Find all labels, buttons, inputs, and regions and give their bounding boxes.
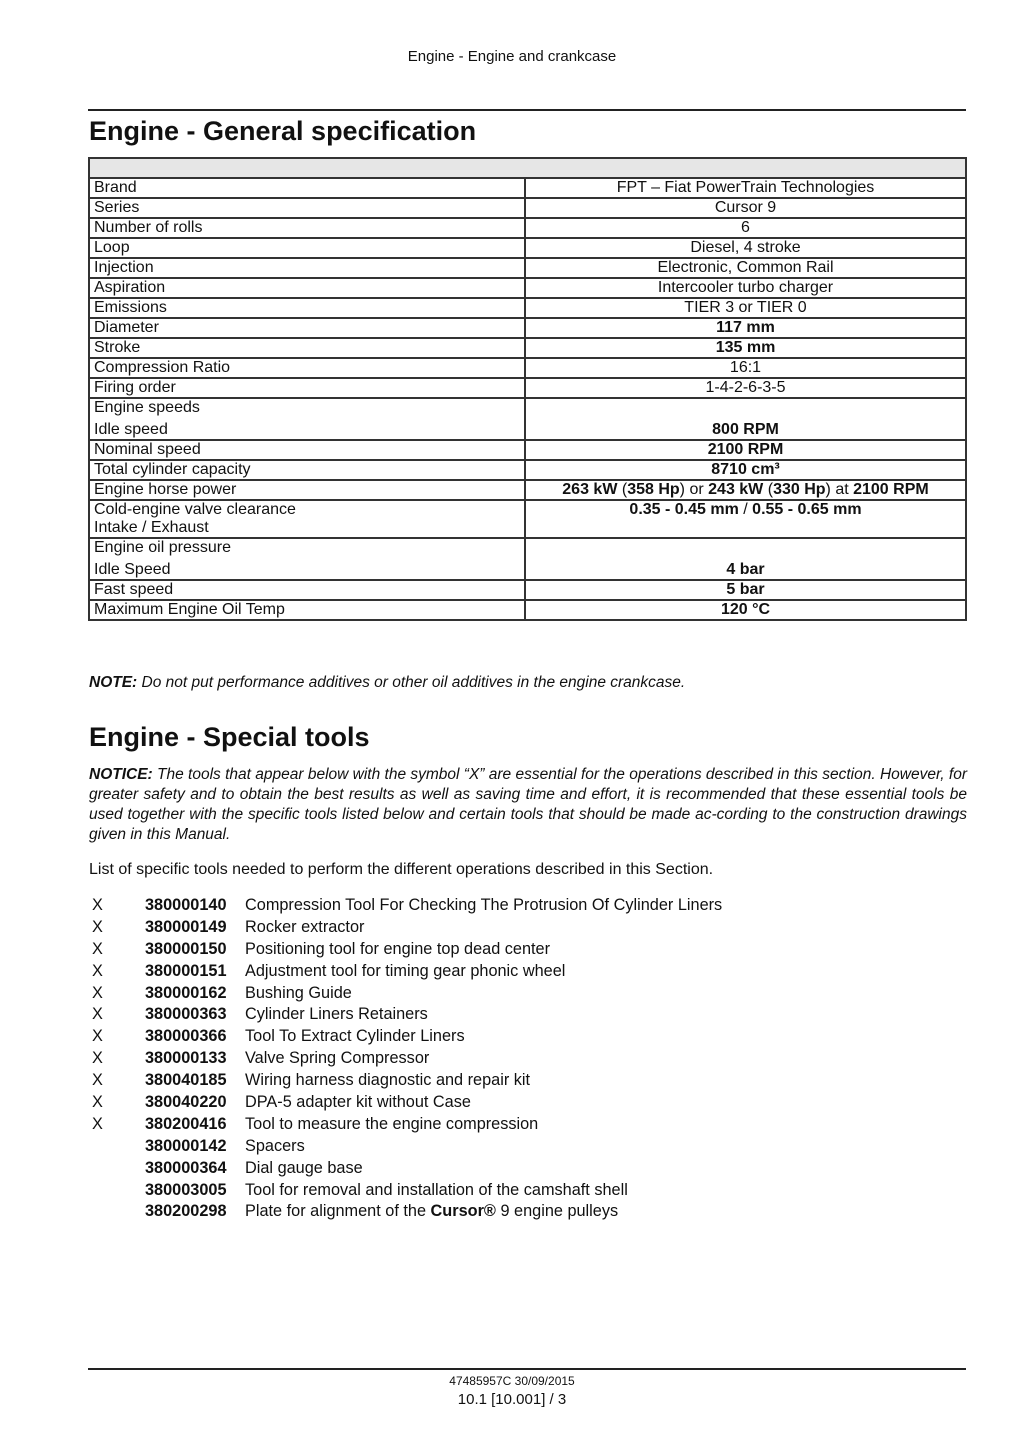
essential-mark: X bbox=[92, 1071, 103, 1090]
spec-table bbox=[88, 157, 967, 621]
running-head: Engine - Engine and crankcase bbox=[407, 48, 617, 65]
nominal-speed-label: Nominal speed bbox=[89, 440, 525, 460]
essential-mark: X bbox=[92, 917, 103, 936]
valve-label-cell bbox=[89, 500, 525, 538]
hp-or: or bbox=[689, 481, 704, 498]
essential-mark: X bbox=[92, 1114, 103, 1133]
spec-note bbox=[89, 673, 967, 693]
table-row bbox=[89, 198, 966, 218]
tool-desc bbox=[245, 1201, 618, 1223]
hp-kw2: 243 kW bbox=[708, 481, 764, 498]
table-row bbox=[89, 600, 966, 620]
compression-value: 16:1 bbox=[525, 358, 966, 378]
tool-code: 380000140 bbox=[145, 896, 227, 914]
essential-mark: X bbox=[92, 1005, 103, 1024]
spec-table-header bbox=[89, 158, 966, 178]
hp-hp1: 358 Hp bbox=[627, 481, 680, 498]
footer-doc-code: 47485957C 30/09/2015 bbox=[449, 1374, 575, 1388]
tools-list bbox=[89, 895, 722, 1223]
essential-mark: X bbox=[92, 983, 103, 1002]
oil-idle-label: Idle Speed bbox=[94, 561, 171, 578]
tool-desc: Dial gauge base bbox=[245, 1158, 363, 1177]
speeds-label-cell bbox=[89, 398, 525, 440]
essential-mark: X bbox=[92, 939, 103, 958]
table-row bbox=[89, 358, 966, 378]
loop-value: Diesel, 4 stroke bbox=[525, 238, 966, 258]
tools-intro: List of specific tools needed to perform the different operations described in this Section. bbox=[89, 861, 714, 878]
tool-desc: Tool To Extract Cylinder Liners bbox=[245, 1027, 465, 1046]
tool-code: 380200298 bbox=[145, 1202, 227, 1221]
aspiration-label: Aspiration bbox=[89, 278, 525, 298]
tool-code: 380000363 bbox=[145, 1005, 227, 1024]
list-item bbox=[89, 895, 722, 917]
compression-label: Compression Ratio bbox=[89, 358, 525, 378]
capacity-label: Total cylinder capacity bbox=[89, 460, 525, 480]
oil-temp-label: Maximum Engine Oil Temp bbox=[89, 600, 525, 620]
essential-mark: X bbox=[92, 896, 103, 914]
tool-code: 380003005 bbox=[145, 1180, 227, 1199]
tool-code: 380040185 bbox=[145, 1071, 227, 1090]
valve-sublabel: Intake / Exhaust bbox=[94, 519, 209, 536]
table-row bbox=[89, 258, 966, 278]
hp-hp2: 330 Hp bbox=[773, 481, 826, 498]
emissions-value: TIER 3 or TIER 0 bbox=[525, 298, 966, 318]
list-item bbox=[89, 1004, 722, 1026]
list-item bbox=[89, 1026, 722, 1048]
tool-code: 380000366 bbox=[145, 1027, 227, 1046]
tool-desc: DPA-5 adapter kit without Case bbox=[245, 1093, 471, 1112]
tool-desc: Wiring harness diagnostic and repair kit bbox=[245, 1071, 531, 1090]
horsepower-value: 263 kW (358 Hp) or 243 kW (330 Hp) at 2100 RPM bbox=[525, 480, 966, 500]
table-row bbox=[89, 318, 966, 338]
list-item bbox=[89, 961, 722, 983]
rolls-label: Number of rolls bbox=[89, 218, 525, 238]
notice-label: NOTICE: bbox=[89, 766, 153, 783]
table-row bbox=[89, 278, 966, 298]
tool-desc-post: 9 engine pulleys bbox=[500, 1202, 619, 1221]
list-item bbox=[89, 917, 722, 939]
essential-mark: X bbox=[92, 1093, 103, 1112]
table-row bbox=[89, 378, 966, 398]
capacity-value: 8710 cm³ bbox=[525, 460, 966, 480]
footer-rule bbox=[88, 1368, 966, 1370]
firing-value: 1-4-2-6-3-5 bbox=[525, 378, 966, 398]
stroke-label: Stroke bbox=[89, 338, 525, 358]
note-label: NOTE: bbox=[89, 674, 138, 691]
list-item bbox=[89, 1070, 722, 1092]
list-item bbox=[89, 1201, 722, 1223]
list-item bbox=[89, 939, 722, 961]
tool-code: 380200416 bbox=[145, 1114, 227, 1133]
spec-title: Engine - General specification bbox=[89, 116, 477, 146]
list-item bbox=[89, 983, 722, 1005]
table-row bbox=[89, 538, 966, 580]
hp-at: at bbox=[835, 481, 849, 498]
oil-fast-label: Fast speed bbox=[89, 580, 525, 600]
table-row bbox=[89, 580, 966, 600]
tool-code: 380000149 bbox=[145, 917, 227, 936]
table-row bbox=[89, 218, 966, 238]
list-item bbox=[89, 1114, 722, 1136]
tool-desc: Positioning tool for engine top dead center bbox=[245, 939, 551, 958]
tools-title: Engine - Special tools bbox=[89, 722, 370, 752]
stroke-value: 135 mm bbox=[525, 338, 966, 358]
tool-desc: Adjustment tool for timing gear phonic wheel bbox=[245, 961, 566, 980]
list-item bbox=[89, 1158, 722, 1180]
oil-pressure-label: Engine oil pressure bbox=[94, 539, 231, 556]
tool-desc: Bushing Guide bbox=[245, 983, 352, 1002]
valve-label: Cold-engine valve clearance bbox=[94, 501, 296, 518]
tool-desc-pre: Plate for alignment of the bbox=[245, 1202, 427, 1221]
table-row bbox=[89, 338, 966, 358]
table-row bbox=[89, 440, 966, 460]
table-row bbox=[89, 398, 966, 440]
tools-notice bbox=[89, 765, 967, 845]
aspiration-value: Intercooler turbo charger bbox=[525, 278, 966, 298]
tool-desc: Compression Tool For Checking The Protrusion Of Cylinder Liners bbox=[245, 896, 723, 914]
diameter-label: Diameter bbox=[89, 318, 525, 338]
firing-label: Firing order bbox=[89, 378, 525, 398]
table-row bbox=[89, 460, 966, 480]
list-item bbox=[89, 1092, 722, 1114]
valve-exhaust: 0.55 - 0.65 mm bbox=[752, 501, 862, 518]
oil-fast-value: 5 bar bbox=[525, 580, 966, 600]
injection-label: Injection bbox=[89, 258, 525, 278]
tool-desc: Tool for removal and installation of the camshaft shell bbox=[245, 1180, 628, 1199]
footer-page-ref: 10.1 [10.001] / 3 bbox=[457, 1391, 567, 1408]
valve-intake: 0.35 - 0.45 mm bbox=[629, 501, 739, 518]
series-label: Series bbox=[89, 198, 525, 218]
idle-speed-value: 800 RPM bbox=[525, 398, 966, 440]
table-row bbox=[89, 178, 966, 198]
oil-pressure-label-cell bbox=[89, 538, 525, 580]
essential-mark: X bbox=[92, 961, 103, 980]
nominal-speed-value: 2100 RPM bbox=[525, 440, 966, 460]
note-text: Do not put performance additives or other oil additives in the engine crankcase. bbox=[141, 674, 686, 691]
list-item bbox=[89, 1180, 722, 1202]
oil-idle-value: 4 bar bbox=[525, 538, 966, 580]
tool-desc: Spacers bbox=[245, 1136, 305, 1155]
tool-code: 380000364 bbox=[145, 1158, 227, 1177]
valve-value: 0.35 - 0.45 mm / 0.55 - 0.65 mm bbox=[525, 500, 966, 538]
notice-text: The tools that appear below with the symbol “X” are essential for the operations described in this section. However, for greater safety and to obtain the best results as well as saving time and effort, it is recommended that these essential tools be used together with the specific tools listed below and certain tools that should be made ac-cording to the construction drawings given in this Manual. bbox=[89, 766, 967, 843]
tool-desc: Rocker extractor bbox=[245, 917, 365, 936]
oil-temp-value: 120 °C bbox=[525, 600, 966, 620]
list-item bbox=[89, 1048, 722, 1070]
brand-value: FPT – Fiat PowerTrain Technologies bbox=[525, 178, 966, 198]
essential-mark: X bbox=[92, 1027, 103, 1046]
series-value: Cursor 9 bbox=[525, 198, 966, 218]
tool-code: 380000162 bbox=[145, 983, 227, 1002]
header-rule bbox=[88, 109, 966, 111]
tool-desc: Cylinder Liners Retainers bbox=[245, 1005, 428, 1024]
tool-desc-brand: Cursor® bbox=[430, 1202, 496, 1221]
tool-code: 380000142 bbox=[145, 1136, 227, 1155]
hp-rpm: 2100 RPM bbox=[853, 481, 929, 498]
tool-code: 380000151 bbox=[145, 961, 227, 980]
diameter-value: 117 mm bbox=[525, 318, 966, 338]
table-row bbox=[89, 500, 966, 538]
essential-mark: X bbox=[92, 1049, 103, 1068]
table-row bbox=[89, 480, 966, 500]
tool-code: 380040220 bbox=[145, 1093, 227, 1112]
brand-label: Brand bbox=[89, 178, 525, 198]
loop-label: Loop bbox=[89, 238, 525, 258]
injection-value: Electronic, Common Rail bbox=[525, 258, 966, 278]
table-row bbox=[89, 238, 966, 258]
horsepower-label: Engine horse power bbox=[89, 480, 525, 500]
tool-code: 380000133 bbox=[145, 1049, 227, 1068]
tool-desc: Tool to measure the engine compression bbox=[245, 1114, 539, 1133]
idle-speed-label: Idle speed bbox=[94, 421, 168, 438]
emissions-label: Emissions bbox=[89, 298, 525, 318]
table-row bbox=[89, 298, 966, 318]
speeds-label: Engine speeds bbox=[94, 399, 200, 416]
tool-code: 380000150 bbox=[145, 939, 227, 958]
rolls-value: 6 bbox=[525, 218, 966, 238]
tool-desc: Valve Spring Compressor bbox=[245, 1049, 430, 1068]
hp-kw1: 263 kW bbox=[562, 481, 618, 498]
list-item bbox=[89, 1136, 722, 1158]
